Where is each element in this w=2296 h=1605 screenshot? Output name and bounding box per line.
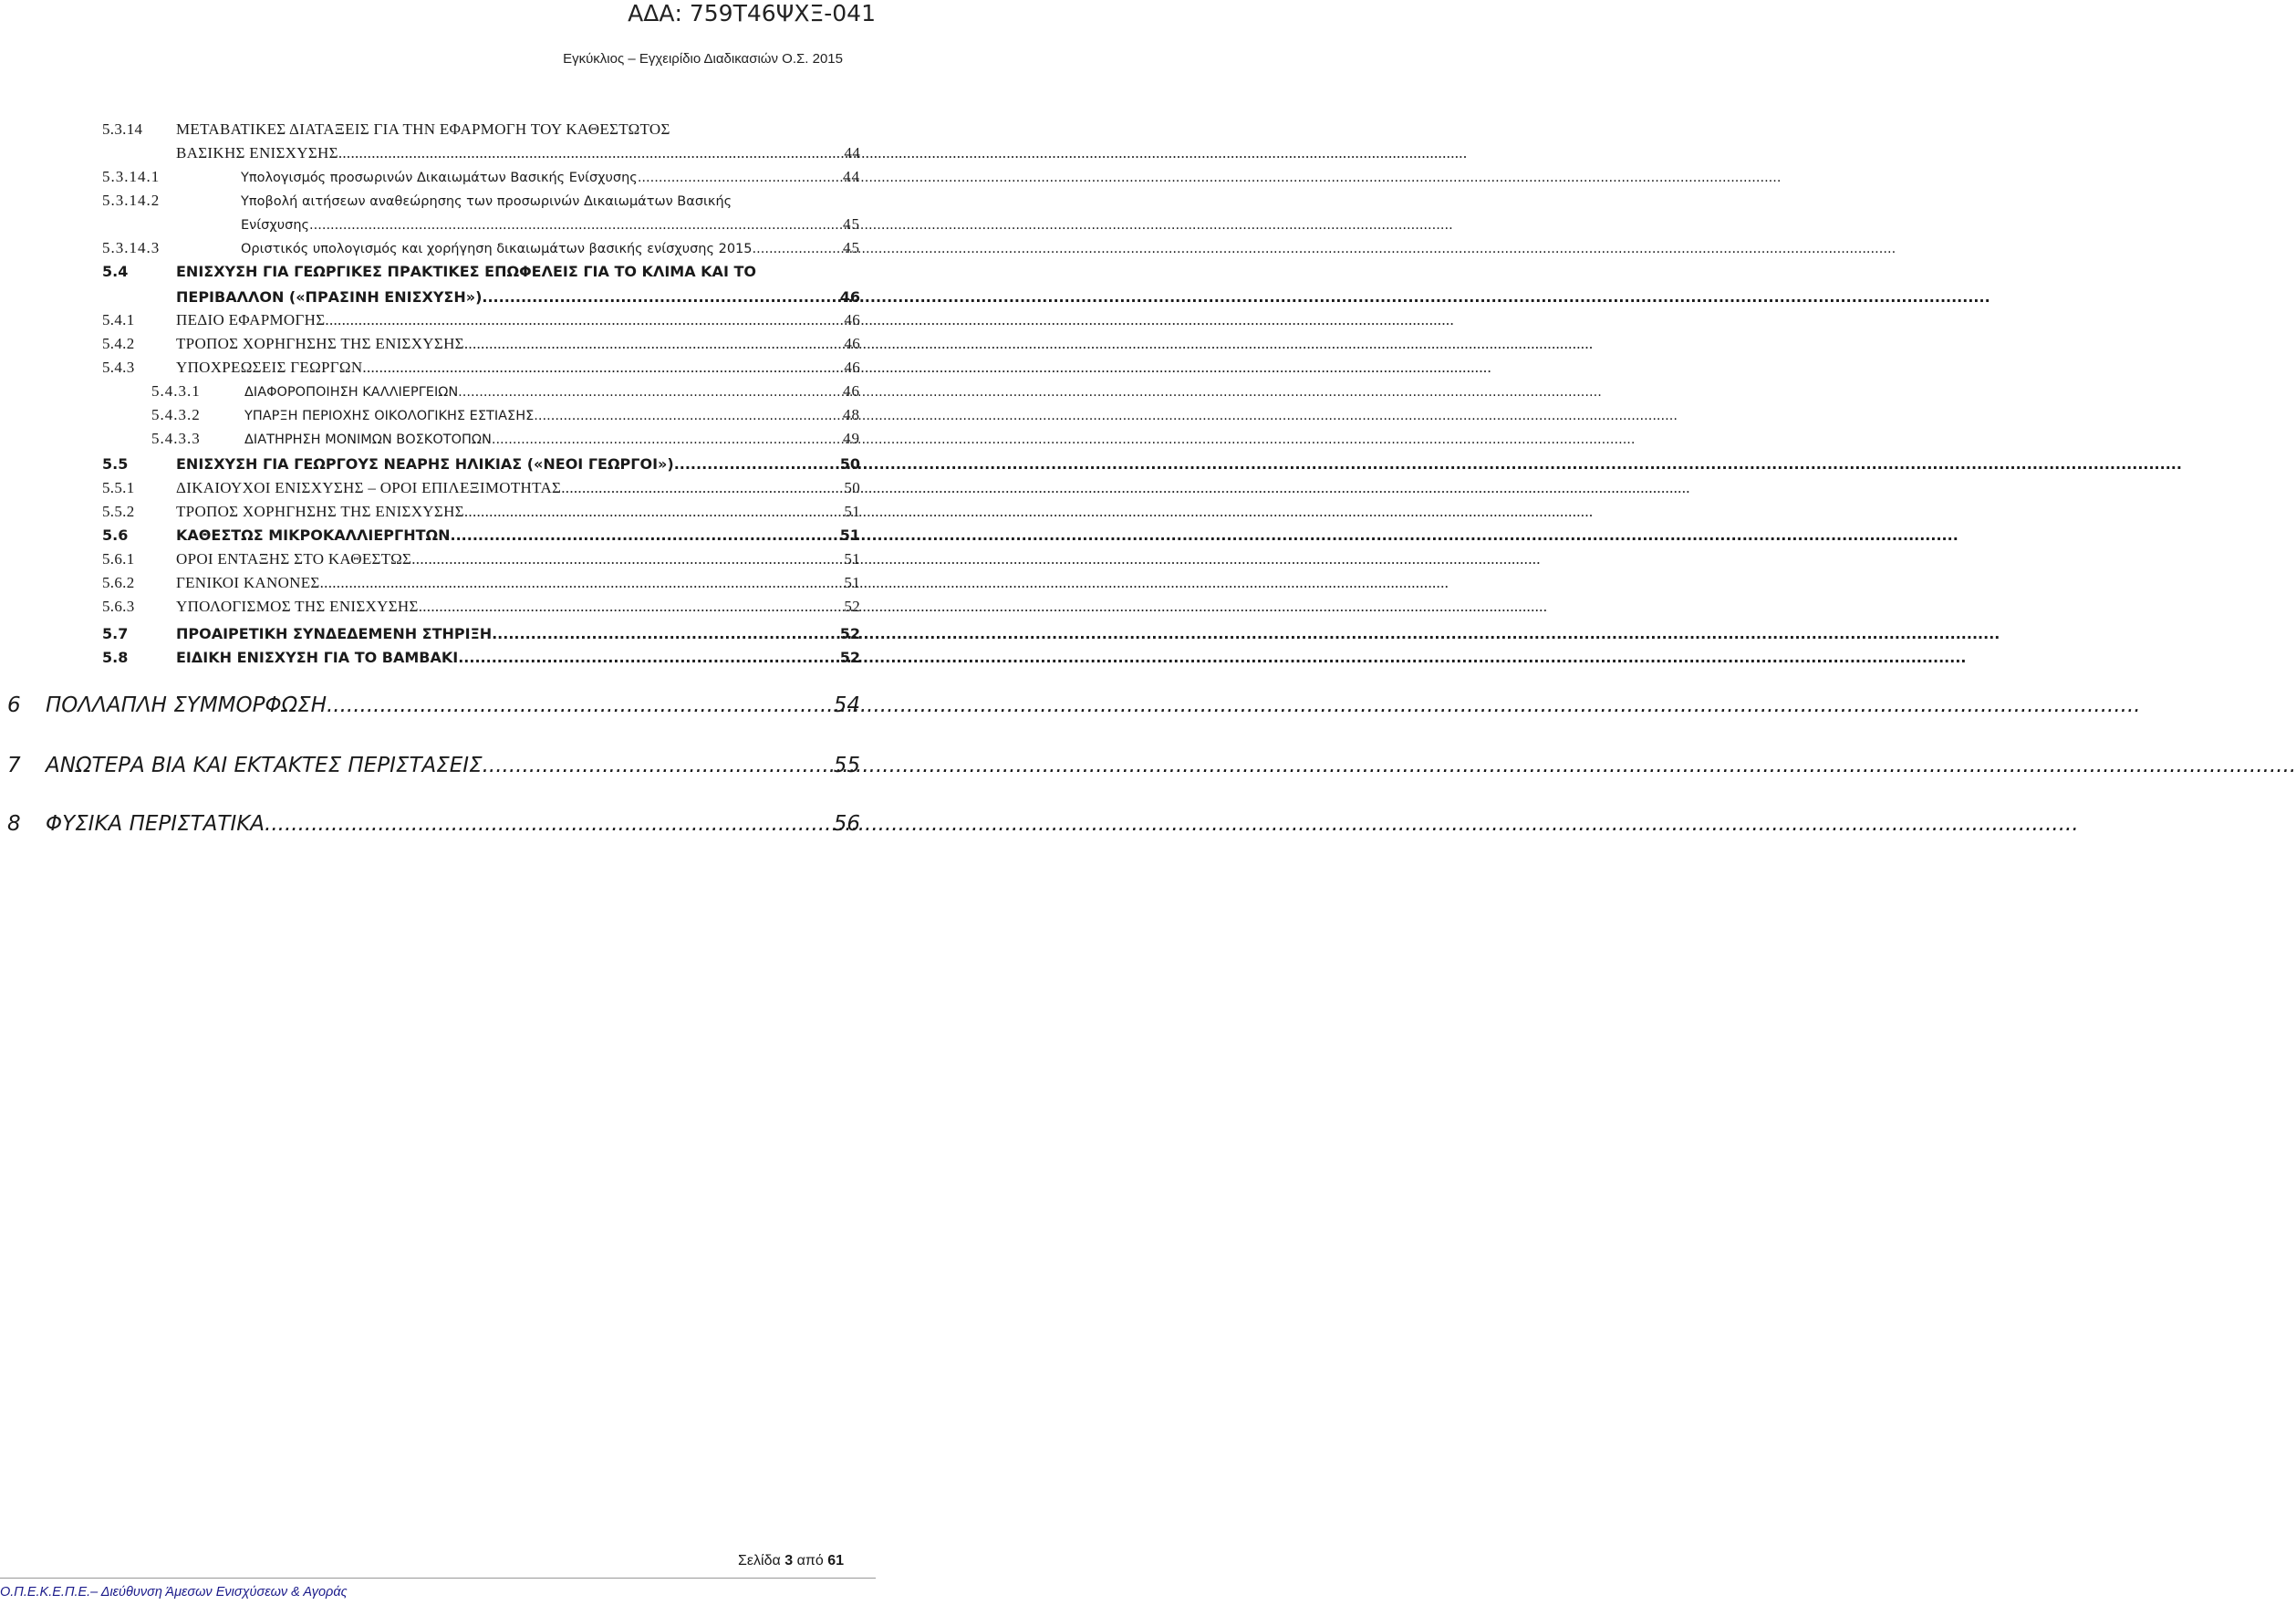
toc-entry-number: 5.4.3 bbox=[102, 359, 135, 376]
toc-entry[interactable] bbox=[151, 406, 860, 424]
toc-entry-page: 45 bbox=[843, 215, 860, 233]
toc-entry[interactable] bbox=[176, 144, 860, 162]
toc-entry-title: Οριστικός υπολογισμός και χορήγηση δικαιωμάτων βασικής ενίσχυσης 2015 bbox=[241, 242, 753, 256]
footer-organization: Ο.Π.Ε.Κ.Ε.Π.Ε.– Διεύθυνση Άμεσων Ενισχύσεων & Αγοράς bbox=[0, 1585, 348, 1600]
toc-dot-leader bbox=[753, 242, 843, 256]
toc-entry-title: ΕΙΔΙΚΗ ΕΝΙΣΧΥΣΗ ΓΙΑ ΤΟ ΒΑΜΒΑΚΙ bbox=[176, 649, 459, 666]
toc-entry-number: 5.4.3.1 bbox=[151, 382, 201, 400]
toc-entry-title: ΔΙΑΤΗΡΗΣΗ ΜΟΝΙΜΩΝ ΒΟΣΚΟΤΟΠΩΝ bbox=[244, 433, 492, 447]
toc-entry[interactable] bbox=[102, 311, 860, 329]
toc-entry-title: ΤΡΟΠΟΣ ΧΟΡΗΓΗΣΗΣ ΤΗΣ ΕΝΙΣΧΥΣΗΣ bbox=[176, 503, 464, 520]
toc-entry-number: 5.6 bbox=[102, 526, 129, 544]
toc-dot-leader bbox=[482, 288, 839, 306]
toc-entry-number: 5.3.14.1 bbox=[102, 168, 161, 185]
toc-entry-number: 5.3.14.3 bbox=[102, 239, 161, 256]
toc-entry[interactable] bbox=[7, 693, 860, 717]
toc-entry-title: Ενίσχυσης bbox=[241, 218, 310, 233]
toc-entry[interactable] bbox=[102, 526, 860, 544]
toc-entry-number: 5.7 bbox=[102, 625, 129, 642]
toc-entry[interactable] bbox=[102, 239, 860, 257]
toc-dot-leader bbox=[338, 144, 845, 162]
toc-entry-title: ΓΕΝΙΚΟΙ ΚΑΝΟΝΕΣ bbox=[176, 574, 320, 591]
toc-entry[interactable] bbox=[7, 812, 860, 836]
toc-entry[interactable] bbox=[102, 649, 860, 666]
toc-entry-page: 51 bbox=[844, 574, 860, 591]
toc-entry[interactable] bbox=[102, 455, 860, 473]
toc-entry-page: 48 bbox=[843, 406, 860, 423]
toc-entry[interactable] bbox=[7, 754, 860, 777]
toc-dot-leader bbox=[561, 479, 844, 497]
toc-entry[interactable] bbox=[241, 215, 860, 234]
toc-dot-leader bbox=[325, 311, 844, 329]
toc-entry-title: ΔΙΚΑΙΟΥΧΟΙ ΕΝΙΣΧΥΣΗΣ – ΟΡΟΙ ΕΠΙΛΕΞΙΜΟΤΗΤΑΣ bbox=[176, 479, 562, 496]
toc-entry[interactable] bbox=[102, 625, 860, 642]
toc-entry-title: ΥΠΑΡΞΗ ΠΕΡΙΟΧΗΣ ΟΙΚΟΛΟΓΙΚΗΣ ΕΣΤΙΑΣΗΣ bbox=[244, 409, 535, 423]
toc-entry[interactable] bbox=[102, 598, 860, 616]
toc-entry-title: ΥΠΟΧΡΕΩΣΕΙΣ ΓΕΩΡΓΩΝ bbox=[176, 359, 363, 376]
toc-entry-page: 51 bbox=[839, 526, 860, 544]
toc-entry-page: 56 bbox=[833, 812, 860, 836]
toc-entry[interactable] bbox=[102, 550, 860, 568]
toc-entry-page: 44 bbox=[844, 144, 860, 162]
toc-entry-number: 5.6.2 bbox=[102, 574, 135, 591]
toc-entry-page: 51 bbox=[844, 503, 860, 520]
toc-entry[interactable] bbox=[102, 263, 860, 280]
toc-entry-number: 7 bbox=[7, 754, 21, 777]
toc-entry[interactable] bbox=[102, 479, 860, 497]
toc-entry-page: 46 bbox=[844, 335, 860, 352]
toc-entry-number: 5.6.1 bbox=[102, 550, 135, 568]
toc-entry[interactable] bbox=[102, 120, 860, 139]
toc-dot-leader bbox=[309, 218, 843, 233]
toc-dot-leader bbox=[451, 526, 840, 544]
toc-entry-title: Υποβολή αιτήσεων αναθεώρησης των προσωρινών Δικαιωμάτων Βασικής bbox=[241, 194, 732, 209]
toc-entry-number: 8 bbox=[7, 812, 21, 836]
toc-entry-title: ΤΡΟΠΟΣ ΧΟΡΗΓΗΣΗΣ ΤΗΣ ΕΝΙΣΧΥΣΗΣ bbox=[176, 335, 464, 352]
toc-entry-page: 44 bbox=[843, 168, 860, 185]
toc-entry-title: ΒΑΣΙΚΗΣ ΕΝΙΣΧΥΣΗΣ bbox=[176, 144, 338, 162]
toc-entry-number: 5.5 bbox=[102, 455, 129, 473]
toc-entry[interactable] bbox=[102, 574, 860, 592]
toc-entry-title: ΠΡΟΑΙΡΕΤΙΚΗ ΣΥΝΔΕΔΕΜΕΝΗ ΣΤΗΡΙΞΗ bbox=[176, 625, 493, 642]
toc-entry-page: 49 bbox=[843, 430, 860, 447]
toc-entry-title: ΠΕΡΙΒΑΛΛΟΝ («ΠΡΑΣΙΝΗ ΕΝΙΣΧΥΣΗ») bbox=[176, 288, 483, 306]
toc-entry-title: ΕΝΙΣΧΥΣΗ ΓΙΑ ΓΕΩΡΓΙΚΕΣ ΠΡΑΚΤΙΚΕΣ ΕΠΩΦΕΛΕΙΣ ΓΙΑ ΤΟ ΚΛΙΜΑ ΚΑΙ ΤΟ bbox=[176, 263, 756, 280]
toc-entry-page: 46 bbox=[844, 311, 860, 328]
toc-entry-number: 5.4 bbox=[102, 263, 129, 280]
toc-dot-leader bbox=[362, 359, 844, 377]
document-code: ΑΔΑ: 759Τ46ΨΧΞ-041 bbox=[628, 0, 876, 26]
toc-entry-number: 6 bbox=[7, 693, 21, 717]
toc-entry[interactable] bbox=[102, 335, 860, 353]
toc-dot-leader bbox=[534, 409, 843, 423]
toc-entry-number: 5.5.2 bbox=[102, 503, 135, 520]
toc-entry-page: 54 bbox=[833, 693, 860, 717]
toc-dot-leader bbox=[674, 455, 840, 473]
toc-entry-title: ΥΠΟΛΟΓΙΣΜΟΣ ΤΗΣ ΕΝΙΣΧΥΣΗΣ bbox=[176, 598, 419, 615]
toc-entry-title: ΦΥΣΙΚΑ ΠΕΡΙΣΤΑΤΙΚΑ bbox=[46, 812, 265, 836]
toc-entry-number: 5.6.3 bbox=[102, 598, 135, 615]
toc-entry[interactable] bbox=[102, 168, 860, 186]
toc-entry-title: ΑΝΩΤΕΡΑ ΒΙΑ ΚΑΙ ΕΚΤΑΚΤΕΣ ΠΕΡΙΣΤΑΣΕΙΣ bbox=[46, 754, 483, 777]
toc-entry-page: 52 bbox=[844, 598, 860, 615]
toc-entry-number: 5.3.14 bbox=[102, 120, 143, 138]
toc-dot-leader bbox=[492, 433, 843, 447]
toc-dot-leader bbox=[492, 625, 840, 642]
toc-entry-page: 46 bbox=[844, 359, 860, 376]
toc-entry[interactable] bbox=[151, 382, 860, 401]
toc-entry-page: 50 bbox=[844, 479, 860, 496]
toc-entry-page: 46 bbox=[843, 382, 860, 400]
toc-dot-leader bbox=[458, 649, 840, 666]
toc-entry-page: 55 bbox=[833, 754, 860, 777]
toc-entry-page: 52 bbox=[839, 649, 860, 666]
toc-entry[interactable] bbox=[102, 359, 860, 377]
toc-entry-number: 5.8 bbox=[102, 649, 129, 666]
toc-entry-title: ΔΙΑΦΟΡΟΠΟΙΗΣΗ ΚΑΛΛΙΕΡΓΕΙΩΝ bbox=[244, 385, 459, 400]
toc-entry-page: 50 bbox=[839, 455, 860, 473]
toc-entry-page: 45 bbox=[843, 239, 860, 256]
toc-entry-title: ΚΑΘΕΣΤΩΣ ΜΙΚΡΟΚΑΛΛΙΕΡΓΗΤΩΝ bbox=[176, 526, 451, 544]
toc-dot-leader bbox=[411, 550, 844, 568]
toc-dot-leader bbox=[327, 693, 834, 717]
toc-dot-leader bbox=[320, 574, 845, 592]
toc-entry-number: 5.4.2 bbox=[102, 335, 135, 352]
toc-entry-page: 46 bbox=[839, 288, 860, 306]
toc-entry-page: 51 bbox=[844, 550, 860, 568]
toc-dot-leader bbox=[464, 335, 845, 353]
toc-entry-title: ΟΡΟΙ ΕΝΤΑΞΗΣ ΣΤΟ ΚΑΘΕΣΤΩΣ bbox=[176, 550, 412, 568]
toc-entry-title: ΠΕΔΙΟ ΕΦΑΡΜΟΓΗΣ bbox=[176, 311, 326, 328]
toc-entry-title: ΠΟΛΛΑΠΛΗ ΣΥΜΜΟΡΦΩΣΗ bbox=[46, 693, 327, 717]
toc-entry[interactable] bbox=[176, 288, 860, 306]
toc-dot-leader bbox=[458, 385, 843, 400]
footer-rule bbox=[0, 1578, 876, 1579]
toc-dot-leader bbox=[483, 754, 834, 777]
toc-entry-number: 5.5.1 bbox=[102, 479, 135, 496]
toc-entry-title: ΕΝΙΣΧΥΣΗ ΓΙΑ ΓΕΩΡΓΟΥΣ ΝΕΑΡΗΣ ΗΛΙΚΙΑΣ («ΝΕΟΙ ΓΕΩΡΓΟΙ») bbox=[176, 455, 674, 473]
toc-dot-leader bbox=[638, 171, 843, 185]
document-subtitle: Εγκύκλιος – Εγχειρίδιο Διαδικασιών Ο.Σ. 2015 bbox=[563, 51, 843, 67]
toc-entry[interactable] bbox=[102, 192, 860, 210]
toc-entry-title: ΜΕΤΑΒΑΤΙΚΕΣ ΔΙΑΤΑΞΕΙΣ ΓΙΑ ΤΗΝ ΕΦΑΡΜΟΓΗ ΤΟΥ ΚΑΘΕΣΤΩΤΟΣ bbox=[176, 120, 670, 138]
toc-entry-number: 5.4.3.3 bbox=[151, 430, 201, 447]
toc-entry-number: 5.4.3.2 bbox=[151, 406, 201, 423]
toc-entry-title: Υπολογισμός προσωρινών Δικαιωμάτων Βασικής Ενίσχυσης bbox=[241, 171, 638, 185]
toc-entry-page: 52 bbox=[839, 625, 860, 642]
toc-dot-leader bbox=[265, 812, 834, 836]
toc-entry[interactable] bbox=[102, 503, 860, 521]
page-number: Σελίδα 3 από 61 bbox=[738, 1553, 844, 1569]
toc-entry-number: 5.3.14.2 bbox=[102, 192, 161, 209]
toc-dot-leader bbox=[464, 503, 845, 521]
toc-entry-number: 5.4.1 bbox=[102, 311, 135, 328]
toc-dot-leader bbox=[419, 598, 845, 616]
toc-entry[interactable] bbox=[151, 430, 860, 448]
